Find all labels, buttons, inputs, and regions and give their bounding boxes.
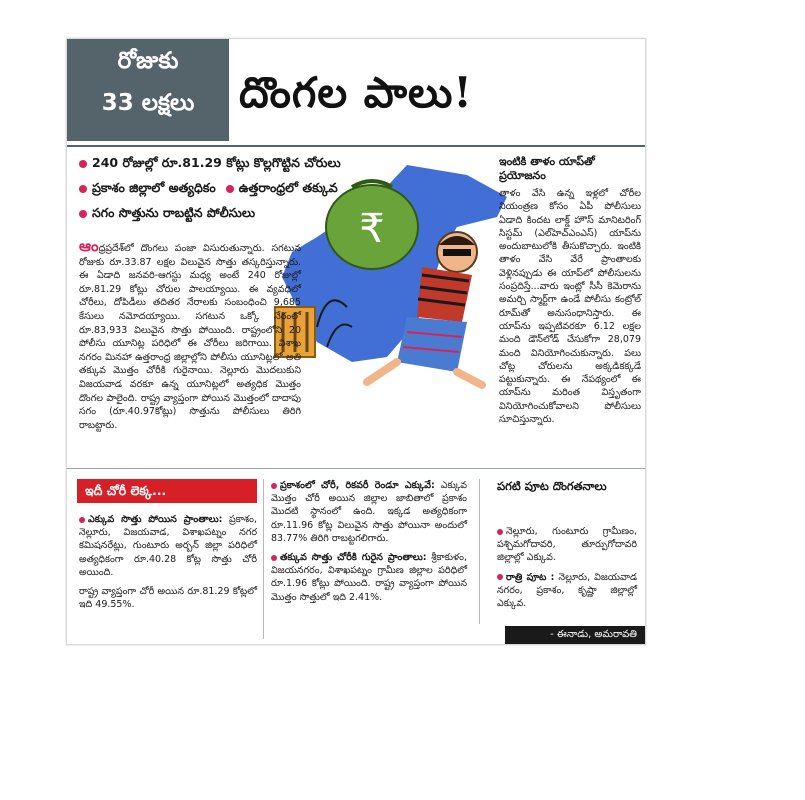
lead-text: ధ్రప్రదేశ్‌లో దొంగలు పంజా విసురుతున్నారు. సగటున రోజుకు రూ.33.87 లక్షల విలువైన సొత్తు తస్కరిస్తున్నారు. ఈ ఏడాది జనవరి-ఆగస్టు మధ్య అంటే 240 రోజుల్లో రూ.81.29 కోట్లు చోరుల పాలయ్యాయి. ఈ వ్యవధిలో చోరీలు, దోపిడీలు తదితర నేరాలకు సంబంధించి 9,685 కేసులు నమోదయ్యాయి. సగటున ఒక్కో నేరంలో రూ.83,933 విలువైన సొత్తు పోయింది. రాష్ట్రంలోని 20 పోలీసు యూనిట్ల పరిధిలో ఈ చోరీలు జరిగాయి. విశాఖ నగరం మినహా ఉత్తరాంధ్ర జిల్లాల్లోని పోలీసు యూనిట్లలో అతి తక్కువ మొత్తం చోరీకి గురైనాయి. నెల్లూరు మొదలుకుని విజయవాడ వరకూ ఉన్న యూనిట్లలో అత్యధిక మొత్తం దొంగల పాలైంది. రాష్ట్ర వ్యాప్తంగా పోయిన మొత్తంలో దాదాపు సగం (రూ.40.97కోట్లు) సొత్తును పోలీసులు తిరిగి రాబట్టారు. bbox=[79, 243, 301, 431]
byline-credit: - ఈనాడు, అమరావతి bbox=[505, 626, 645, 644]
bullet-dot-icon bbox=[271, 483, 277, 489]
col2-heading-2: తక్కువ సొత్తు చోరీకి గురైన ప్రాంతాలు: bbox=[280, 552, 427, 564]
col2-text-2: శ్రీకాకుళం, విజయనగరం, విశాఖపట్నం గ్రామీణ జిల్లాల పరిధిలో రూ.1.96 కోట్లు పోయింది. రాష్ట్ర వ్యాప్తంగా పోయిన మొత్తం సొత్తులో ఇది 2.41%. bbox=[271, 552, 467, 603]
col3-item-1: నెల్లూరు, గుంటూరు గ్రామీణం, పశ్చిమగోదావరి, తూర్పుగోదావరి జిల్లాల్లో ఎక్కువ. bbox=[497, 526, 637, 564]
lead-paragraph bbox=[79, 237, 301, 432]
section-label: ఇదీ చోరీ లెక్క... bbox=[77, 479, 257, 503]
col1-heading: ఎక్కువ సొత్తు పోయిన ప్రాంతాలు: bbox=[88, 514, 223, 525]
col2-text-1: ఎక్కువ మొత్తం చోరీ అయిన జిల్లాల జాబితాలో ప్రకాశం మొదటి స్థానంలో ఉంది. ఇక్కడ అత్యధికంగా రూ.11.96 కోట్ల విలువైన సొత్తు పోయినా అందులో 83.77% తిరిగి రాబట్టగలిగారు. bbox=[271, 480, 467, 544]
bullet-dot-icon bbox=[79, 160, 87, 168]
kicker-line-2: 33 లక్షలు bbox=[101, 90, 195, 116]
col3-item-2: నెల్లూరు, విజయవాడ నగరం, ప్రకాశం, కృష్ణా జిల్లాల్లో ఎక్కువ. bbox=[497, 571, 637, 610]
middle-rule bbox=[67, 468, 645, 469]
rupee-symbol: ₹ bbox=[359, 206, 385, 252]
bullet-dot-icon bbox=[79, 210, 87, 218]
bullet-dot-icon bbox=[271, 555, 277, 561]
col1-text-2: రాష్ట్ర వ్యాప్తంగా చోరీ అయిన రూ.81.29 కోట్లలో ఇది 49.55%. bbox=[79, 586, 257, 611]
drop-cap: ఆం bbox=[79, 237, 99, 255]
bullet-dot-icon bbox=[497, 574, 503, 580]
sidebar-box bbox=[499, 155, 641, 426]
column-1 bbox=[79, 513, 257, 611]
sidebar-body: తాళం వేసి ఉన్న ఇళ్లలో చోరీల నియంత్రణ కోసం ఏపీ పోలీసులు ఏడాది కిందట లాక్డ్ హౌస్ మానిటరింగ్ సిస్టమ్ (ఎల్‌హెచ్‌ఎంఎస్) యాప్‌ను అందుబాటులోకి తీసుకొచ్చారు. ఇంటికి తాళం వేసి వేరే ప్రాంతాలకు వెళ్లినప్పుడు ఈ యాప్‌లో పోలీసులను సంప్రదిస్తే...వారు ఇంట్లో సీసీ కెమెరాను అమర్చి స్మార్ట్‌గా ఉండే పోలీసు కంట్రోల్ రూమ్‌తో అనుసంధానిస్తారు. ఈ యాప్‌ను ఇప్పటివరకూ 6.12 లక్షల మంది డౌన్‌లోడ్ చేసుకోగా 28,079 మంది వినియోగించుకున్నారు. పలు చోట్ల చోరులను అక్కడికక్కడే పట్టుకున్నారు. ఈ నేపథ్యంలో ఈ యాప్‌ను మరింత విస్తృతంగా వినియోగించుకోవాలని పోలీసులు సూచిస్తున్నారు. bbox=[499, 188, 641, 426]
sidebar-title: ఇంటికి తాళం యాప్‌తో ప్రయోజనం bbox=[499, 155, 595, 182]
col1-text-1: ప్రకాశం, నెల్లూరు, విజయవాడ, విశాఖపట్నం నగర కమిషనరేట్లు, గుంటూరు అర్బన్ జిల్లా పరిధిలో అత్యధికంగా రూ.40.28 కోట్ల సొత్తు చోరీ అయింది. bbox=[79, 514, 257, 578]
kicker-line-1: రోజుకు bbox=[117, 48, 179, 74]
col2-heading-1: ప్రకాశంలో చోరీ, రికవరీ రెండూ ఎక్కువే: bbox=[280, 480, 435, 491]
bullet-dot-icon bbox=[79, 185, 87, 193]
column-2 bbox=[271, 479, 467, 604]
thief-lungi-icon bbox=[397, 317, 467, 372]
newspaper-clipping bbox=[66, 38, 646, 645]
col3-item-2-heading: రాత్రి పూట : bbox=[506, 571, 555, 583]
kicker-box bbox=[67, 39, 229, 141]
bullet-4: సగం సొత్తును రాబట్టిన పోలీసులు bbox=[79, 205, 409, 224]
bullet-1: 240 రోజుల్లో రూ.81.29 కోట్లు కొల్లగొట్టిన చోరులు bbox=[79, 155, 409, 174]
top-rule bbox=[67, 145, 645, 147]
bullet-dot-icon bbox=[226, 185, 234, 193]
bullet-dot-icon bbox=[497, 529, 503, 535]
col3-title: పగటి పూట దొంగతనాలు bbox=[497, 479, 607, 493]
bullet-dot-icon bbox=[79, 517, 85, 523]
column-3 bbox=[497, 525, 637, 610]
headline: దొంగల పాలు! bbox=[239, 68, 473, 117]
column-divider bbox=[479, 479, 480, 624]
column-divider bbox=[263, 479, 264, 639]
bullet-2: ప్రకాశం జిల్లాలో అత్యధికం ఉత్తరాంధ్రలో తక్కువ bbox=[79, 180, 409, 199]
